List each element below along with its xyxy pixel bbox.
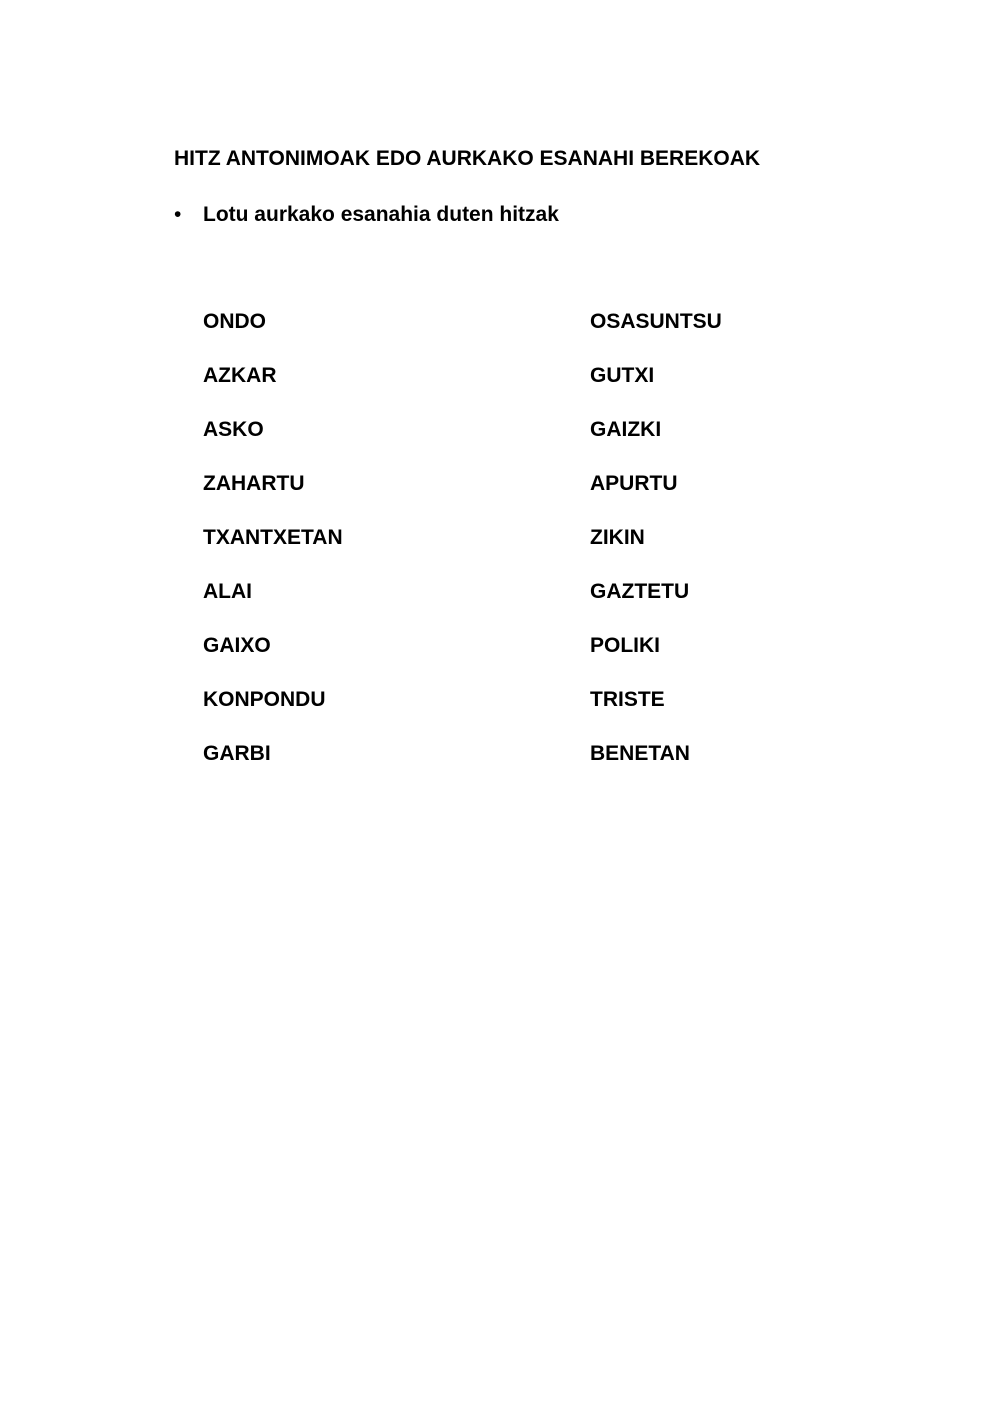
left-word[interactable]: ONDO bbox=[203, 310, 266, 333]
left-word-column bbox=[203, 309, 343, 795]
left-word[interactable]: GARBI bbox=[203, 742, 271, 765]
right-word[interactable]: GAIZKI bbox=[590, 418, 662, 441]
right-word[interactable]: OSASUNTSU bbox=[590, 310, 722, 333]
left-word[interactable]: ZAHARTU bbox=[203, 472, 305, 495]
left-word[interactable]: TXANTXETAN bbox=[203, 526, 343, 549]
right-word-column bbox=[590, 309, 722, 795]
instruction bbox=[174, 203, 559, 227]
right-word[interactable]: GAZTETU bbox=[590, 580, 690, 603]
left-word[interactable]: AZKAR bbox=[203, 364, 277, 387]
right-word[interactable]: POLIKI bbox=[590, 634, 661, 657]
right-word[interactable]: BENETAN bbox=[590, 742, 690, 765]
right-word[interactable]: APURTU bbox=[590, 472, 678, 495]
right-word[interactable]: GUTXI bbox=[590, 364, 655, 387]
left-word[interactable]: KONPONDU bbox=[203, 688, 326, 711]
page-title: HITZ ANTONIMOAK EDO AURKAKO ESANAHI BEREKOAK bbox=[174, 147, 761, 170]
right-word[interactable]: ZIKIN bbox=[590, 526, 645, 549]
right-word[interactable]: TRISTE bbox=[590, 688, 665, 711]
left-word[interactable]: ASKO bbox=[203, 418, 264, 441]
bullet-icon: • bbox=[174, 203, 182, 226]
left-word[interactable]: ALAI bbox=[203, 580, 252, 603]
left-word[interactable]: GAIXO bbox=[203, 634, 271, 657]
instruction-text: Lotu aurkako esanahia duten hitzak bbox=[203, 203, 559, 226]
